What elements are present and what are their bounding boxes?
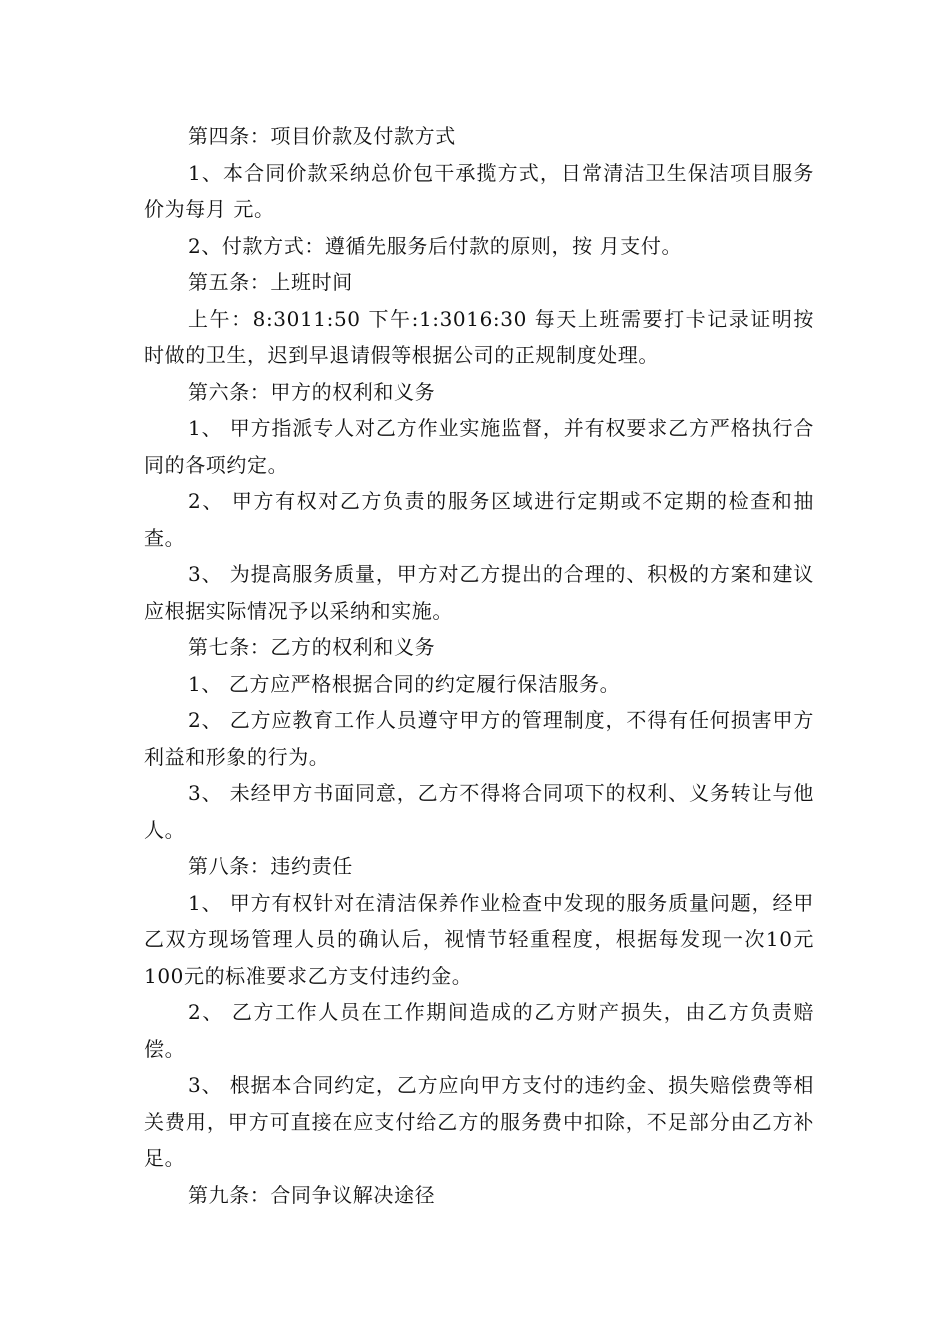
article-6-clause-1: 1、 甲方指派专人对乙方作业实施监督，并有权要求乙方严格执行合同的各项约定。 xyxy=(144,416,814,477)
article-7-clause-2: 2、 乙方应教育工作人员遵守甲方的管理制度，不得有任何损害甲方利益和形象的行为。 xyxy=(144,708,814,769)
article-7-clause-1: 1、 乙方应严格根据合同的约定履行保洁服务。 xyxy=(188,671,621,696)
article-5-heading: 第五条：上班时间 xyxy=(188,270,353,294)
article-4-heading: 第四条：项目价款及付款方式 xyxy=(188,124,456,148)
article-8-clause-2: 2、 乙方工作人员在工作期间造成的乙方财产损失，由乙方负责赔偿。 xyxy=(144,1000,814,1061)
article-4-clause-1: 1、本合同价款采纳总价包干承揽方式，日常清洁卫生保洁项目服务价为每月 元。 xyxy=(144,160,814,221)
document-body xyxy=(144,118,814,1213)
article-7-clause-3: 3、 未经甲方书面同意，乙方不得将合同项下的权利、义务转让与他人。 xyxy=(144,781,814,842)
article-9-heading: 第九条：合同争议解决途径 xyxy=(188,1182,436,1207)
article-6-clause-3: 3、 为提高服务质量，甲方对乙方提出的合理的、积极的方案和建议应根据实际情况予以采纳和实施。 xyxy=(144,562,814,623)
article-7-heading: 第七条：乙方的权利和义务 xyxy=(188,635,436,659)
article-6-heading: 第六条：甲方的权利和义务 xyxy=(188,379,436,404)
article-6-clause-2: 2、 甲方有权对乙方负责的服务区域进行定期或不定期的检查和抽查。 xyxy=(144,489,814,550)
article-8-clause-3: 3、 根据本合同约定，乙方应向甲方支付的违约金、损失赔偿费等相关费用，甲方可直接在应支付给乙方的服务费中扣除，不足部分由乙方补足。 xyxy=(144,1073,814,1170)
article-8-clause-1: 1、 甲方有权针对在清洁保养作业检查中发现的服务质量问题，经甲乙双方现场管理人员的确认后，视情节轻重程度，根据每发现一次10元100元的标准要求乙方支付违约金。 xyxy=(144,890,814,988)
article-5-text: 上午：8:3011:50 下午:1:3016:30 每天上班需要打卡记录证明按时做的卫生，迟到早退请假等根据公司的正规制度处理。 xyxy=(144,306,814,367)
article-4-clause-2: 2、付款方式：遵循先服务后付款的原则，按 月支付。 xyxy=(188,233,683,258)
article-8-heading: 第八条：违约责任 xyxy=(188,854,353,878)
